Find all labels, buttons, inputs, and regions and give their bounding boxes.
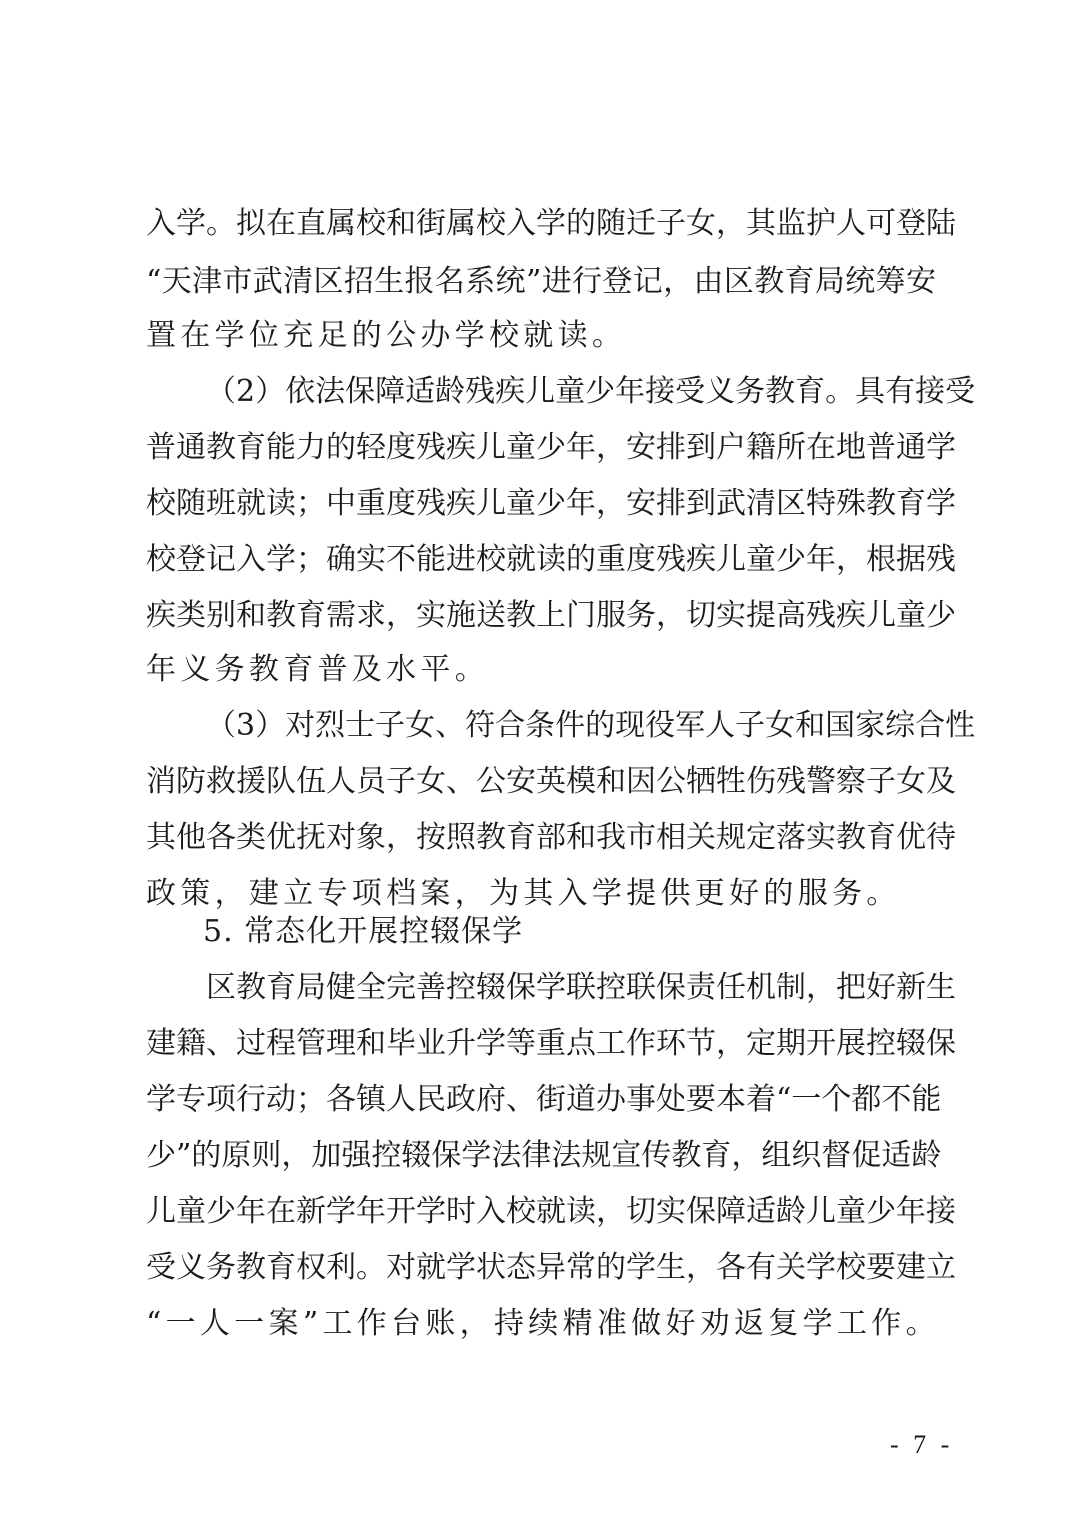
paragraph-4-line-5: 儿童少年在新学年开学时入校就读，切实保障适龄儿童少年接 [146,1194,956,1229]
paragraph-2-line-2: 普通教育能力的轻度残疾儿童少年，安排到户籍所在地普通学 [146,430,956,465]
paragraph-3-line-3: 其他各类优抚对象，按照教育部和我市相关规定落实教育优待 [146,820,956,855]
paragraph-4-line-3: 学专项行动；各镇人民政府、街道办事处要本着“一个都不能 [146,1082,942,1117]
paragraph-2-line-1: （2）依法保障适龄残疾儿童少年接受义务教育。具有接受 [206,374,976,409]
paragraph-3-line-4: 政策，建立专项档案，为其入学提供更好的服务。 [146,876,901,911]
paragraph-1-line-3: 置在学位充足的公办学校就读。 [146,318,627,353]
paragraph-4-line-1: 区教育局健全完善控辍保学联控联保责任机制，把好新生 [206,970,956,1005]
paragraph-3-line-2: 消防救援队伍人员子女、公安英模和因公牺牲伤残警察子女及 [146,764,956,799]
paragraph-4-line-2: 建籍、过程管理和毕业升学等重点工作环节，定期开展控辍保 [146,1026,956,1061]
paragraph-2-line-5: 疾类别和教育需求，实施送教上门服务，切实提高残疾儿童少 [146,598,956,633]
paragraph-2-line-4: 校登记入学；确实不能进校就读的重度残疾儿童少年，根据残 [146,542,956,577]
section-heading: 5. 常态化开展控辍保学 [203,914,524,949]
page-number: - 7 - [890,1430,954,1459]
paragraph-4-line-4: 少”的原则，加强控辍保学法律法规宣传教育，组织督促适龄 [146,1138,942,1173]
paragraph-4-line-7: “一人一案”工作台账，持续精准做好劝返复学工作。 [146,1306,940,1341]
paragraph-4-line-6: 受义务教育权利。对就学状态异常的学生，各有关学校要建立 [146,1250,956,1285]
paragraph-2-line-6: 年义务教育普及水平。 [146,652,489,687]
paragraph-1-line-1: 入学。拟在直属校和街属校入学的随迁子女，其监护人可登陆 [146,206,956,241]
paragraph-2-line-3: 校随班就读；中重度残疾儿童少年，安排到武清区特殊教育学 [146,486,956,521]
paragraph-1-line-2: “天津市武清区招生报名系统”进行登记，由区教育局统筹安 [146,264,936,299]
paragraph-3-line-1: （3）对烈士子女、符合条件的现役军人子女和国家综合性 [206,708,976,743]
